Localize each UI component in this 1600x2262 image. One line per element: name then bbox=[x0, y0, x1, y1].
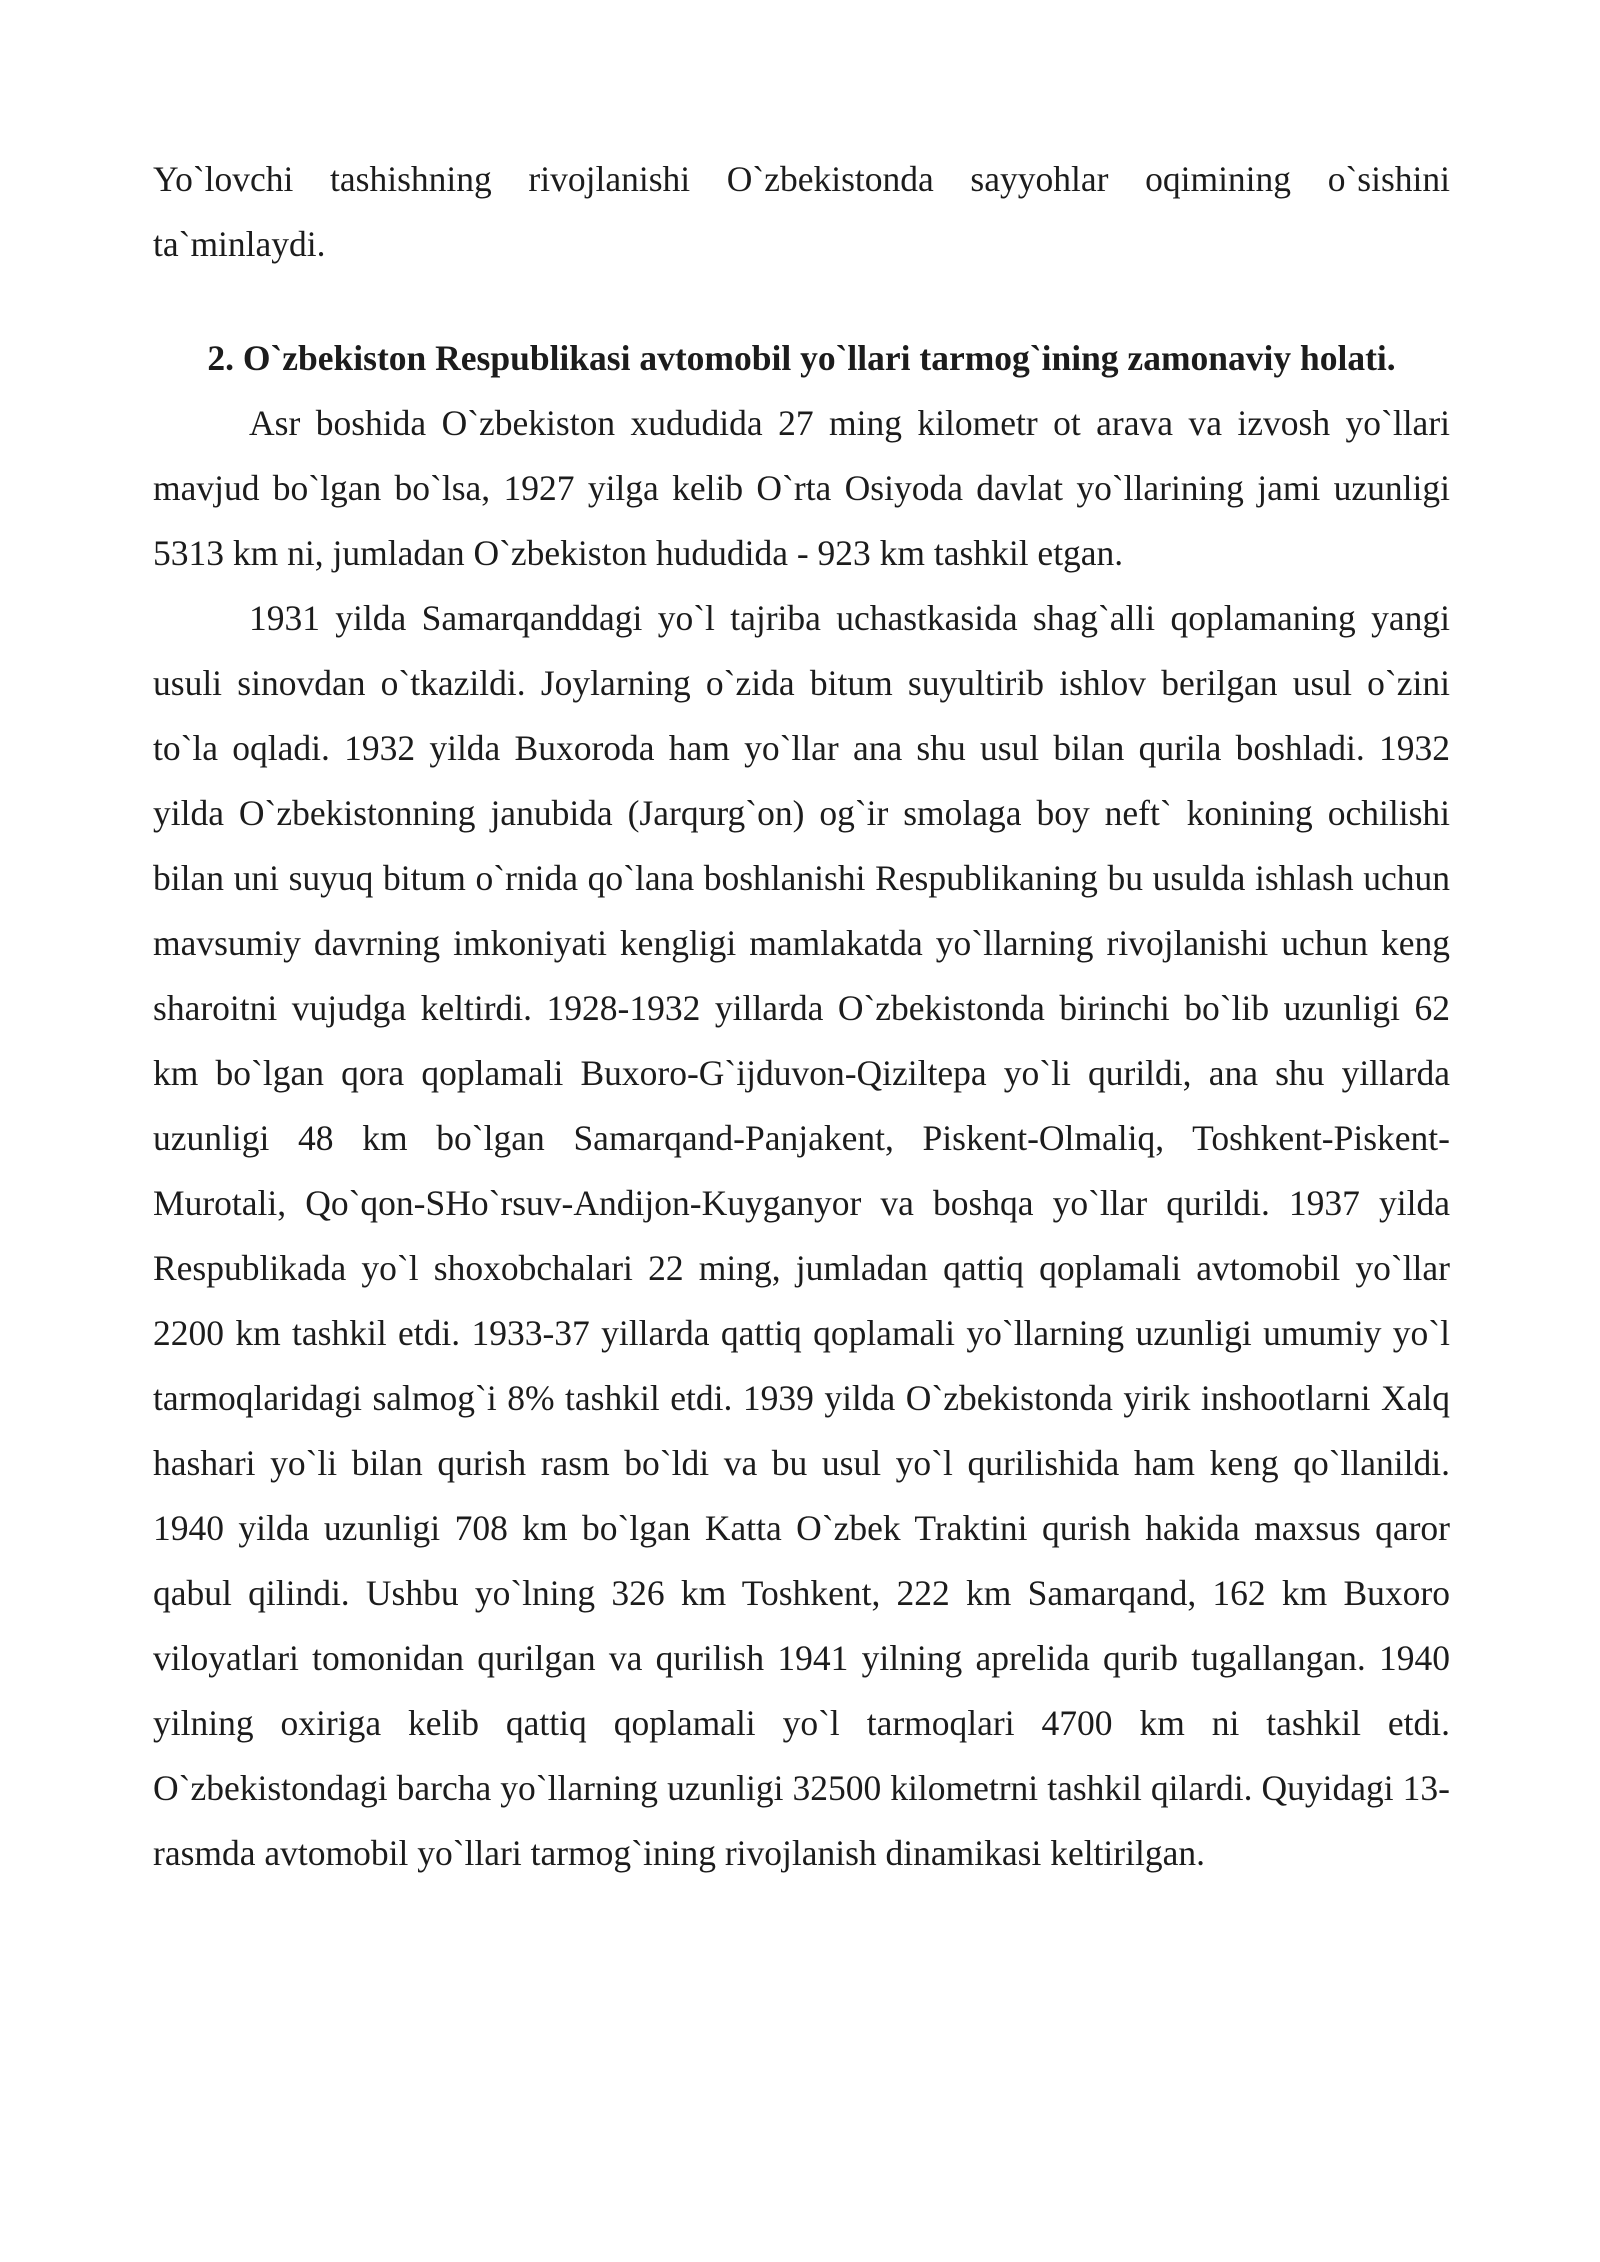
intro-paragraph: Yo`lovchi tashishning rivojlanishi O`zbekistonda sayyohlar oqimining o`sishini ta`minlaydi. bbox=[153, 159, 1450, 264]
document-body bbox=[153, 147, 1450, 1886]
body-paragraph-1: Asr boshida O`zbekiston xududida 27 ming kilometr ot arava va izvosh yo`llari mavjud bo`lgan bo`lsa, 1927 yilga kelib O`rta Osiyoda davlat yo`llarining jami uzunligi 5313 km ni, jumladan O`zbekiston hududida - 923 km tashkil etgan. bbox=[153, 403, 1450, 573]
body-paragraph-2: 1931 yilda Samarqanddagi yo`l tajriba uchastkasida shag`alli qoplamaning yangi usuli sinovdan o`tkazildi. Joylarning o`zida bitum suyultirib ishlov berilgan usul o`zini to`la oqladi. 1932 yilda Buxoroda ham yo`llar ana shu usul bilan qurila boshladi. 1932 yilda O`zbekistonning janubida (Jarqurg`on) og`ir smolaga boy neft` konining ochilishi bilan uni suyuq bitum o`rnida qo`lana boshlanishi Respublikaning bu usulda ishlash uchun mavsumiy davrning imkoniyati kengligi mamlakatda yo`llarning rivojlanishi uchun keng sharoitni vujudga keltirdi. 1928-1932 yillarda O`zbekistonda birinchi bo`lib uzunligi 62 km bo`lgan qora qoplamali Buxoro-G`ijduvon-Qiziltepa yo`li qurildi, ana shu yillarda uzunligi 48 km bo`lgan Samarqand-Panjakent, Piskent-Olmaliq, Toshkent-Piskent-Murotali, Qo`qon-SHo`rsuv-Andijon-Kuyganyor va boshqa yo`llar qurildi. 1937 yilda Respublikada yo`l shoxobchalari 22 ming, jumladan qattiq qoplamali avtomobil yo`llar 2200 km tashkil etdi. 1933-37 yillarda qattiq qoplamali yo`llarning uzunligi umumiy yo`l tarmoqlaridagi salmog`i 8% tashkil etdi. 1939 yilda O`zbekistonda yirik inshootlarni Xalq hashari yo`li bilan qurish rasm bo`ldi va bu usul yo`l qurilishida ham keng qo`llanildi. 1940 yilda uzunligi 708 km bo`lgan Katta O`zbek Traktini qurish hakida maxsus qaror qabul qilindi. Ushbu yo`lning 326 km Toshkent, 222 km Samarqand, 162 km Buxoro viloyatlari tomonidan qurilgan va qurilish 1941 yilning aprelida qurib tugallangan. 1940 yilning oxiriga kelib qattiq qoplamali yo`l tarmoqlari 4700 km ni tashkil etdi. O`zbekistondagi barcha yo`llarning uzunligi 32500 kilometrni tashkil qilardi. Quyidagi 13-rasmda avtomobil yo`llari tarmog`ining rivojlanish dinamikasi keltirilgan. bbox=[153, 598, 1450, 1873]
section-heading: 2. O`zbekiston Respublikasi avtomobil yo`llari tarmog`ining zamonaviy holati. bbox=[207, 338, 1396, 378]
